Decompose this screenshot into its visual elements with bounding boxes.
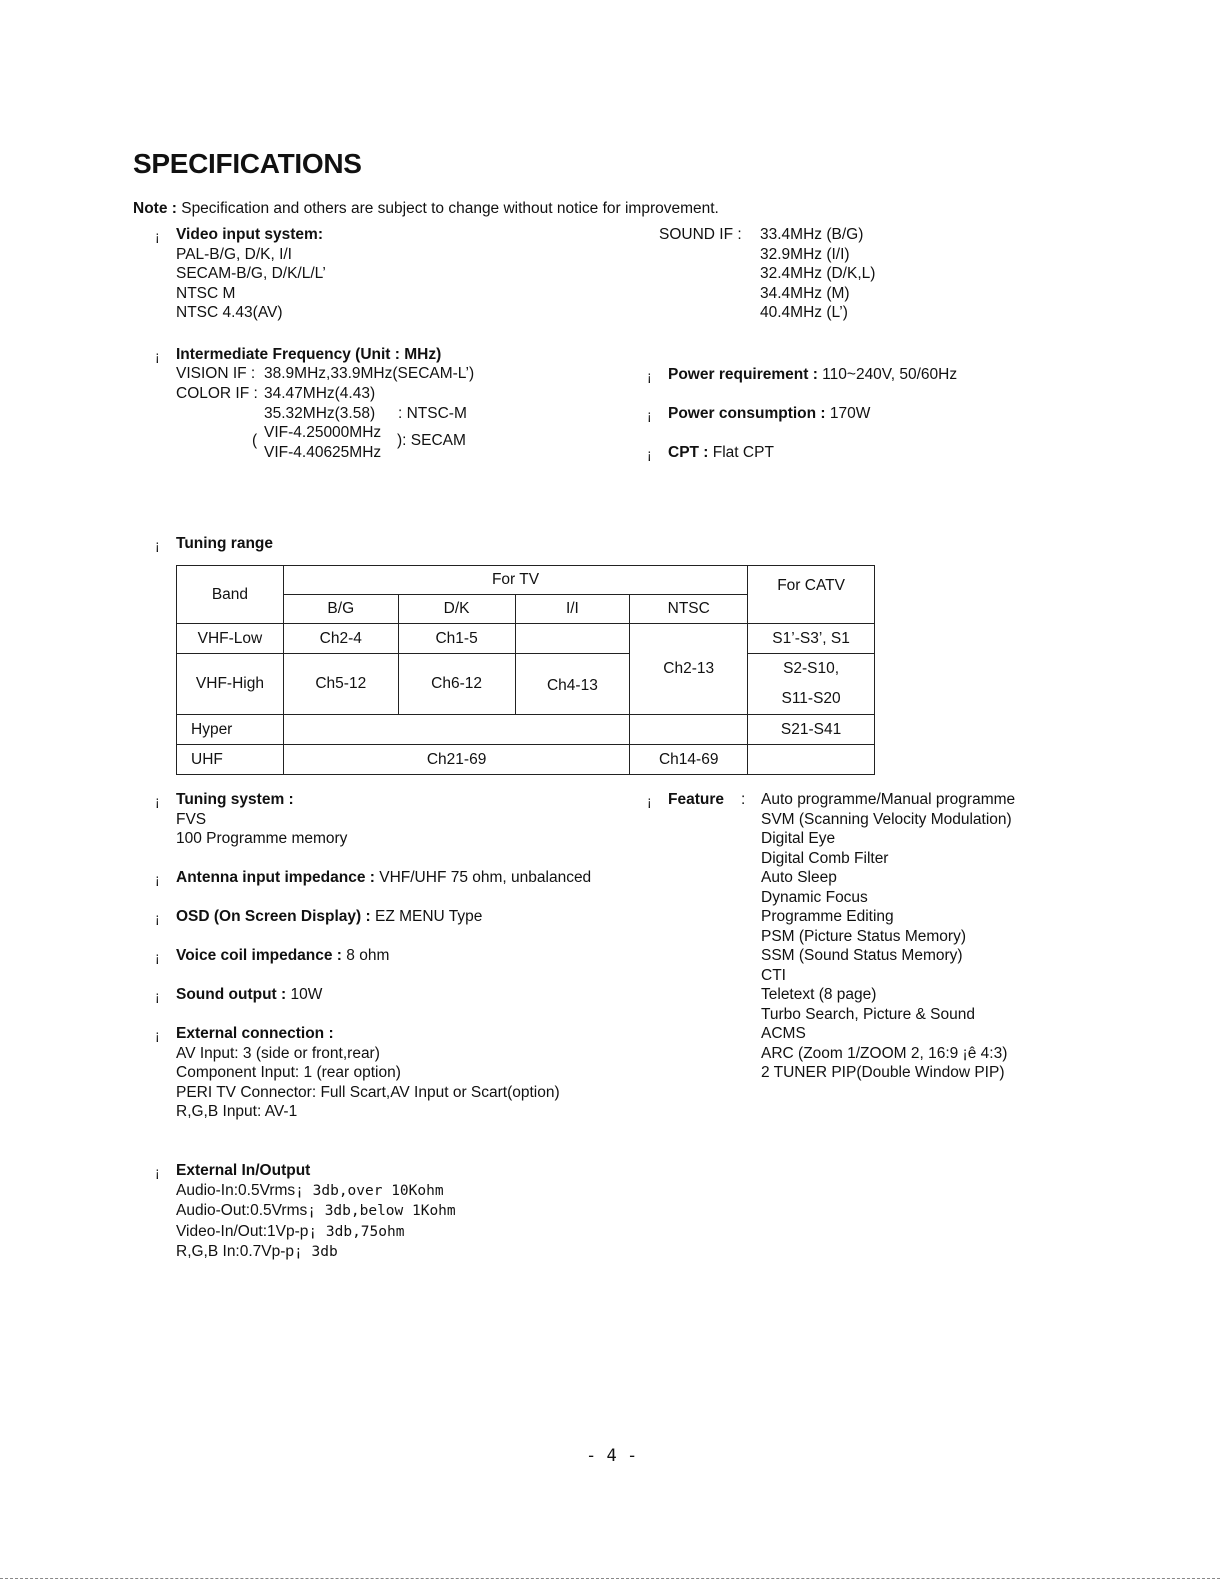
sound-if-value: 32.9MHz (I/I) (760, 245, 850, 263)
vhf-high-dk: Ch6-12 (398, 654, 515, 715)
external-io-signal: R,G,B In:0.7Vp-p (176, 1243, 295, 1260)
bullet-icon: ¡ (647, 793, 652, 809)
hyper-tv (283, 715, 629, 745)
vif-value: VIF-4.40625MHz (264, 444, 382, 461)
external-io-line (176, 1181, 456, 1202)
vhf-high-ii: Ch4-13 (515, 654, 630, 715)
power-consumption-label: Power consumption : (668, 405, 826, 422)
page-number: - 4 - (586, 1446, 638, 1466)
cpt-value: Flat CPT (708, 444, 774, 461)
feature-list (761, 790, 1015, 1083)
sound-output-label: Sound output : (176, 986, 287, 1003)
voice-coil-label: Voice coil impedance : (176, 947, 342, 964)
external-connection-line: PERI TV Connector: Full Scart,AV Input or Scart(option) (176, 1083, 560, 1101)
color-if-value: 34.47MHz(4.43) (264, 385, 376, 402)
video-input-line: SECAM-B/G, D/K/L/L’ (176, 265, 326, 282)
feature-colon: : (741, 791, 746, 808)
vhf-ntsc: Ch2-13 (630, 624, 748, 715)
feature-item: SSM (Sound Status Memory) (761, 947, 963, 964)
feature-item: PSM (Picture Status Memory) (761, 927, 966, 945)
antenna-value: VHF/UHF 75 ohm, unbalanced (374, 869, 592, 886)
band-uhf: UHF (177, 745, 284, 775)
external-io-signal: Audio-In:0.5Vrms (176, 1181, 296, 1199)
tuning-system-line: 100 Programme memory (176, 830, 348, 847)
external-io-spec: ¡ 3db,over 10Kohm (295, 1182, 444, 1199)
feature-item: Dynamic Focus (761, 888, 868, 906)
for-tv-header: For TV (283, 566, 747, 595)
tuning-range-heading: Tuning range (176, 535, 274, 552)
power-requirement-value: 110~240V, 50/60Hz (817, 366, 958, 383)
tuning-system-section (176, 790, 347, 849)
color-if-label: COLOR IF : (176, 385, 258, 402)
bullet-icon: ¡ (155, 988, 160, 1004)
feature-item: Turbo Search, Picture & Sound (761, 1005, 975, 1023)
external-io-heading: External In/Output (176, 1162, 311, 1179)
feature-item: Digital Comb Filter (761, 849, 889, 867)
feature-item: ARC (Zoom 1/ZOOM 2, 16:9 ¡ê 4:3) (761, 1044, 1008, 1062)
page-title: SPECIFICATIONS (133, 148, 362, 179)
video-input-line: NTSC M (176, 284, 236, 302)
tuning-system-line: FVS (176, 810, 207, 828)
feature-item: ACMS (761, 1025, 806, 1042)
feature-item: SVM (Scanning Velocity Modulation) (761, 810, 1012, 828)
uhf-ntsc: Ch14-69 (630, 745, 748, 775)
power-consumption (668, 404, 870, 424)
osd (176, 907, 482, 927)
voice-coil-value: 8 ohm (341, 947, 390, 964)
feature-label: Feature (668, 791, 724, 808)
vhf-low-catv: S1’-S3’, S1 (748, 624, 875, 654)
color-if-value: 35.32MHz(3.58) (264, 405, 376, 422)
feature-item: 2 TUNER PIP(Double Window PIP) (761, 1064, 1005, 1081)
vhf-low-dk: Ch1-5 (398, 624, 515, 654)
external-connection-line: R,G,B Input: AV-1 (176, 1103, 298, 1120)
sound-if-value: 33.4MHz (B/G) (760, 226, 864, 243)
vhf-high-catv-line: S2-S10, (783, 660, 840, 677)
sound-output (176, 985, 322, 1005)
cpt-label: CPT : (668, 444, 709, 461)
bullet-icon: ¡ (647, 407, 652, 423)
bullet-icon: ¡ (155, 1027, 160, 1043)
bullet-icon: ¡ (155, 228, 160, 244)
band-header: Band (177, 566, 284, 624)
power-requirement (668, 365, 957, 385)
feature-item: Programme Editing (761, 908, 894, 925)
note-line (133, 199, 719, 219)
external-io-spec: ¡ 3db,75ohm (308, 1223, 405, 1240)
video-input-section (176, 225, 326, 323)
external-io-line (176, 1222, 456, 1243)
vision-if-value: 38.9MHz,33.9MHz(SECAM-L’) (264, 365, 475, 382)
col-header-dk: D/K (398, 595, 515, 624)
hyper-catv: S21-S41 (748, 715, 875, 745)
for-catv-header: For CATV (748, 566, 875, 624)
bullet-icon: ¡ (155, 348, 160, 364)
vif-value: VIF-4.25000MHz (264, 424, 382, 441)
feature-item: Auto Sleep (761, 869, 837, 886)
note-label: Note : (133, 200, 177, 217)
antenna-impedance (176, 868, 591, 888)
uhf-tv: Ch21-69 (283, 745, 629, 775)
page-edge-divider (0, 1578, 1220, 1579)
voice-coil (176, 946, 389, 966)
video-input-line: PAL-B/G, D/K, I/I (176, 245, 292, 263)
external-io-spec: ¡ 3db (294, 1244, 338, 1260)
vif-system: ): SECAM (397, 432, 466, 449)
power-consumption-value: 170W (825, 405, 871, 422)
antenna-label: Antenna input impedance : (176, 869, 375, 886)
external-io-section (176, 1161, 456, 1263)
bullet-icon: ¡ (155, 537, 160, 553)
band-hyper: Hyper (177, 715, 284, 745)
vision-if-label: VISION IF : (176, 365, 256, 382)
sound-output-value: 10W (286, 986, 323, 1003)
bullet-icon: ¡ (155, 910, 160, 926)
sound-if-value: 34.4MHz (M) (760, 284, 850, 302)
paren-open: ( (252, 432, 258, 449)
osd-label: OSD (On Screen Display) : (176, 908, 371, 925)
bullet-icon: ¡ (155, 1164, 160, 1180)
vhf-low-bg: Ch2-4 (283, 624, 398, 654)
feature-item: Digital Eye (761, 830, 836, 847)
band-vhf-high: VHF-High (177, 654, 284, 715)
sound-if-value: 40.4MHz (L’) (760, 304, 848, 321)
tuning-range-table (176, 565, 875, 775)
external-io-signal: Audio-Out:0.5Vrms (176, 1202, 308, 1219)
bullet-icon: ¡ (155, 871, 160, 887)
sound-if-value: 32.4MHz (D/K,L) (760, 265, 876, 282)
power-requirement-label: Power requirement : (668, 366, 818, 383)
external-connection-line: Component Input: 1 (rear option) (176, 1064, 401, 1081)
bullet-icon: ¡ (647, 446, 652, 462)
bullet-icon: ¡ (155, 793, 160, 809)
external-connection-heading: External connection : (176, 1025, 334, 1042)
external-io-spec: ¡ 3db,below 1Kohm (307, 1203, 456, 1219)
col-header-bg: B/G (283, 595, 398, 624)
tuning-system-heading: Tuning system : (176, 791, 294, 808)
vhf-high-catv (748, 654, 875, 715)
intermediate-heading: Intermediate Frequency (Unit : MHz) (176, 346, 442, 363)
vhf-low-ii (515, 624, 630, 654)
bullet-icon: ¡ (647, 368, 652, 384)
uhf-catv (748, 745, 875, 775)
feature-item: CTI (761, 966, 786, 984)
vhf-high-catv-line: S11-S20 (781, 690, 841, 707)
sound-if-values (760, 225, 875, 323)
color-if-system: : NTSC-M (398, 405, 467, 422)
vhf-high-bg: Ch5-12 (283, 654, 398, 715)
col-header-ii: I/I (515, 595, 630, 624)
note-text: Specification and others are subject to change without notice for improvement. (176, 200, 719, 217)
sound-if-label: SOUND IF : (659, 226, 742, 243)
external-connection-section (176, 1024, 560, 1122)
external-io-line (176, 1201, 456, 1222)
cpt (668, 443, 774, 463)
external-io-line (176, 1242, 456, 1263)
video-input-line: NTSC 4.43(AV) (176, 304, 283, 321)
hyper-ntsc (630, 715, 748, 745)
bullet-icon: ¡ (155, 949, 160, 965)
feature-item: Auto programme/Manual programme (761, 791, 1016, 808)
col-header-ntsc: NTSC (630, 595, 748, 624)
band-vhf-low: VHF-Low (177, 624, 284, 654)
external-io-signal: Video-In/Out:1Vp-p (176, 1222, 309, 1240)
feature-item: Teletext (8 page) (761, 986, 877, 1003)
osd-value: EZ MENU Type (370, 908, 483, 925)
video-input-heading: Video input system: (176, 226, 323, 243)
external-connection-line: AV Input: 3 (side or front,rear) (176, 1044, 380, 1062)
